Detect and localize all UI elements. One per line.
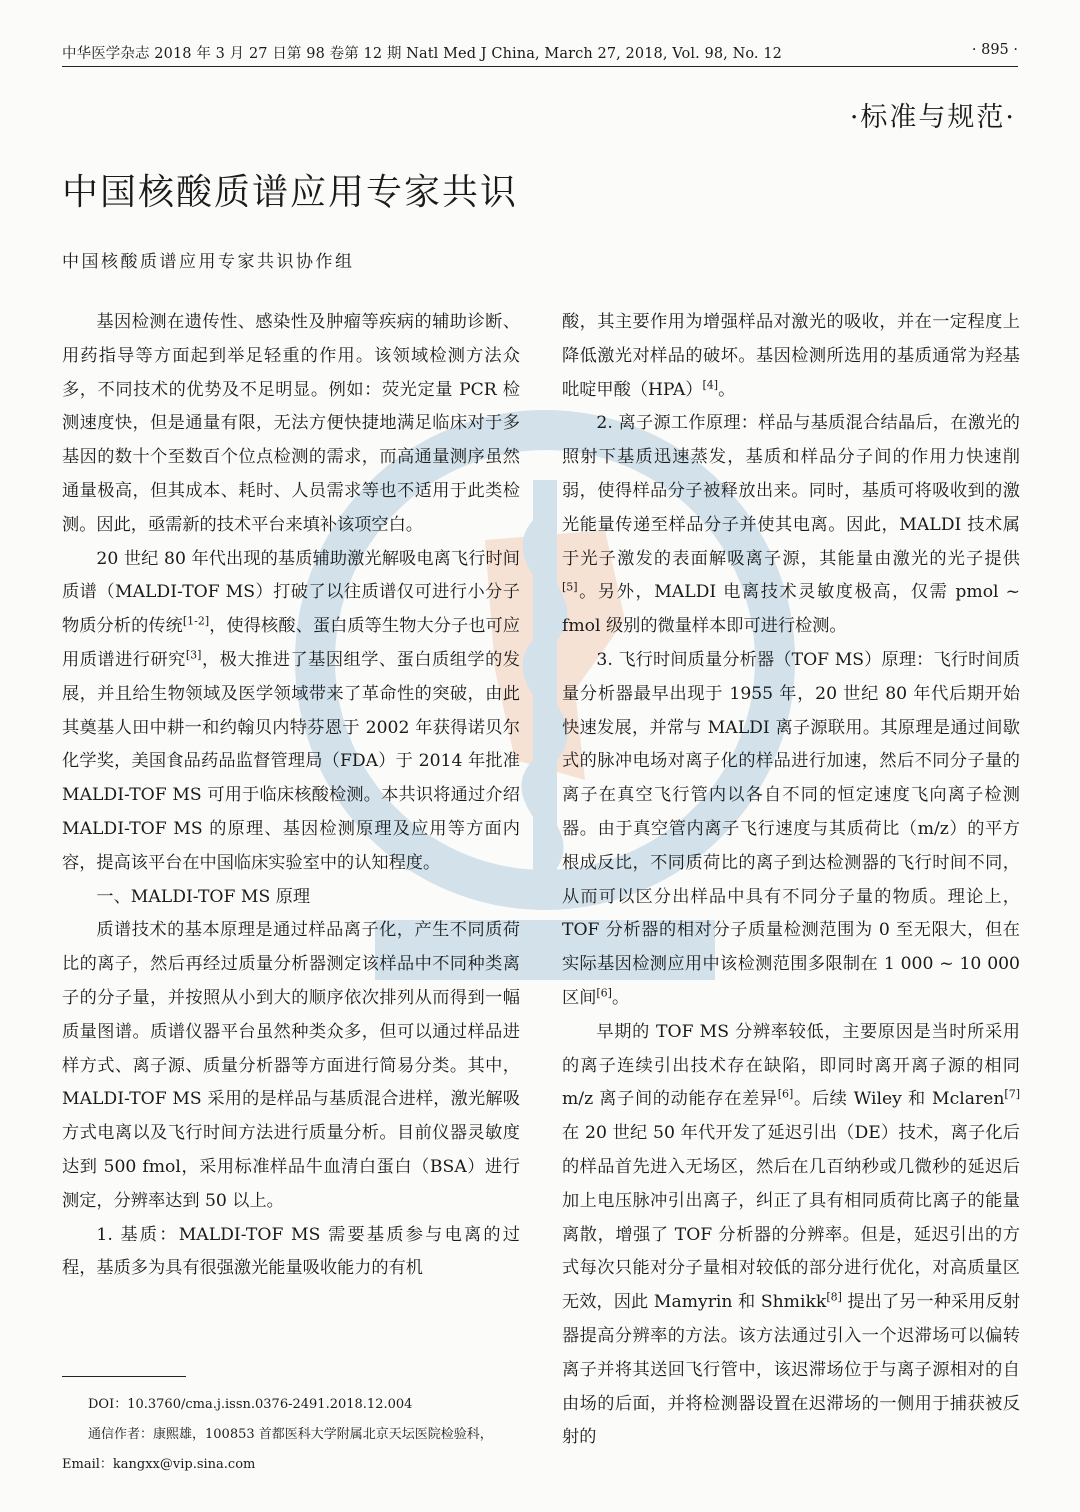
section-tag: ·标准与规范· xyxy=(849,102,1016,133)
text-run: 20 世纪 80 年代出现的基质辅助激光解吸电离飞行时间质谱（MALDI-TOF MS）打破了以往质谱仅可进行小分子物质分析的传统 xyxy=(62,548,520,637)
doi-line: DOI：10.3760/cma.j.issn.0376-2491.2018.12.004 xyxy=(88,1397,413,1412)
text-run: 。 xyxy=(611,987,630,1008)
article-title: 中国核酸质谱应用专家共识 xyxy=(62,172,519,213)
paragraph-ion-source xyxy=(562,407,1020,644)
journal-citation: 中华医学杂志 2018 年 3 月 27 日第 98 卷第 12 期 Natl Med J China, March 27, 2018, Vol. 98, No. 12 xyxy=(62,46,783,62)
text-run: 3. 飞行时间质量分析器（TOF MS）原理：飞行时间质量分析器最早出现于 1955 年，20 世纪 80 年代后期开始快速发展，并常与 MALDI 离子源联用。其原理是通过间歇式的脉冲电场对离子化的样品进行加速，然后不同分子量的离子在真空飞行管内以各自不同的恒定速度飞向离子检测器。由于真空管内离子飞行速度与其质荷比（m/z）的平方根成反比，不同质荷比的离子到达检测器的飞行时间不同，从而可以区分出样品中具有不同分子量的物质。理论上，TOF 分析器的相对分子质量检测范围为 0 至无限大，但在实际基因检测应用中该检测范围多限制在 1 000 ~ 10 000 区间 xyxy=(562,649,1020,1008)
text-run: 2. 离子源工作原理：样品与基质混合结晶后，在激光的照射下基质迅速蒸发，基质和样品分子间的作用力快速削弱，使得样品分子被释放出来。同时，基质可将吸收到的激光能量传递至样品分子并使其电离。因此，MALDI 技术属于光子激发的表面解吸离子源，其能量由激光的光子提供 xyxy=(562,413,1020,569)
paragraph-matrix: 1. 基质：MALDI-TOF MS 需要基质参与电离的过程，基质多为具有很强激光能量吸收能力的有机 xyxy=(62,1224,520,1279)
text-run: 提出了另一种采用反射器提高分辨率的方法。该方法通过引入一个迟滞场可以偏转离子并将其送回飞行管中，该迟滞场位于与离子源相对的自由场的后面，并将检测器设置在迟滞场的一侧用于捕获被反射的 xyxy=(562,1292,1021,1448)
running-header xyxy=(62,40,1018,67)
paragraph-principle: 质谱技术的基本原理是通过样品离子化，产生不同质荷比的离子，然后再经过质量分析器测定该样品中不同种类离子的分子量，并按照从小到大的顺序依次排列从而得到一幅质量图谱。质谱仪器平台虽然种类众多，但可以通过样品进样方式、离子源、质量分析器等方面进行简易分类。其中，MALDI-TOF MS 采用的是样品与基质混合进样，激光解吸方式电离以及飞行时间方法进行质量分析。目前仪器灵敏度达到 500 fmol，采用标准样品牛血清白蛋白（BSA）进行测定，分辨率达到 50 以上。 xyxy=(62,920,520,1211)
right-column xyxy=(562,306,1020,1455)
corresponding-author: 通信作者：康熙雄，100853 首都医科大学附属北京天坛医院检验科，Email：kangxx@vip.sina.com xyxy=(62,1427,493,1472)
paragraph-resolution xyxy=(562,1016,1020,1455)
author-group: 中国核酸质谱应用专家共识协作组 xyxy=(62,252,355,272)
citation-ref: [8] xyxy=(826,1290,842,1304)
citation-ref: [3] xyxy=(185,648,202,662)
citation-ref: [6] xyxy=(596,986,612,1000)
text-run: ，使得核酸、蛋白质等生物大分子也可应用质谱进行研究 xyxy=(62,616,520,670)
footnotes xyxy=(62,1390,520,1480)
text-run: ，极大推进了基因组学、蛋白质组学的发展，并且给生物领域及医学领域带来了革命性的突破，由此其奠基人田中耕一和约翰贝内特芬恩于 2002 年获得诺贝尔化学奖，美国食品药品监督管理局（FDA）于 2014 年批准 MALDI-TOF MS 可用于临床核酸检测。本共识将通过介绍 MALDI-TOF MS 的原理、基因检测原理及应用等方面内容，提高该平台在中国临床实验室中的认知程度。 xyxy=(62,649,520,873)
text-run: 早期的 TOF MS 分辨率较低，主要原因是当时所采用的离子连续引出技术存在缺陷，即同时离开离子源的相同 m/z 离子间的动能存在差异 xyxy=(562,1021,1020,1110)
text-run: 酸，其主要作用为增强样品对激光的吸收，并在一定程度上降低激光对样品的破坏。基因检测所选用的基质通常为羟基吡啶甲酸（HPA） xyxy=(562,312,1020,400)
text-run: 。另外，MALDI 电离技术灵敏度极高，仅需 pmol ~ fmol 级别的微量样本即可进行检测。 xyxy=(562,582,1020,637)
text-run: 在 20 世纪 50 年代开发了延迟引出（DE）技术，离子化后的样品首先进入无场区，然后在几百纳秒或几微秒的延迟后加上电压脉冲引出离子，纠正了具有相同质荷比离子的能量离散，增强了 TOF 分析器的分辨率。但是，延迟引出的方式每次只能对分子量相对较低的部分进行优化，对高质量区无效，因此 Mamyrin 和 Shmikk xyxy=(562,1123,1020,1313)
citation-ref: [4] xyxy=(702,377,719,391)
paragraph-maldi-history xyxy=(62,543,520,881)
footnote-divider xyxy=(62,1376,186,1377)
section-heading: 一、MALDI-TOF MS 原理 xyxy=(96,886,311,907)
page-number: · 895 · xyxy=(971,42,1018,58)
paragraph-matrix-cont xyxy=(562,306,1020,407)
text-run: 。后续 Wiley 和 Mclaren xyxy=(793,1089,1005,1110)
citation-ref: [1-2] xyxy=(182,614,210,628)
text-run: 。 xyxy=(718,379,736,400)
paragraph-intro: 基因检测在遗传性、感染性及肿瘤等疾病的辅助诊断、用药指导等方面起到举足轻重的作用。该领域检测方法众多，不同技术的优势及不足明显。例如：荧光定量 PCR 检测速度快，但是通量有限，无法方便快捷地满足临床对于多基因的数十个至数百个位点检测的需求，而高通量测序虽然通量极高，但其成本、耗时、人员需求等也不适用于此类检测。因此，亟需新的技术平台来填补该项空白。 xyxy=(62,312,520,535)
citation-ref: [6] xyxy=(777,1087,794,1101)
left-column xyxy=(62,306,520,1286)
paragraph-tof xyxy=(562,644,1020,1016)
citation-ref: [5] xyxy=(562,580,578,594)
citation-ref: [7] xyxy=(1004,1087,1020,1101)
